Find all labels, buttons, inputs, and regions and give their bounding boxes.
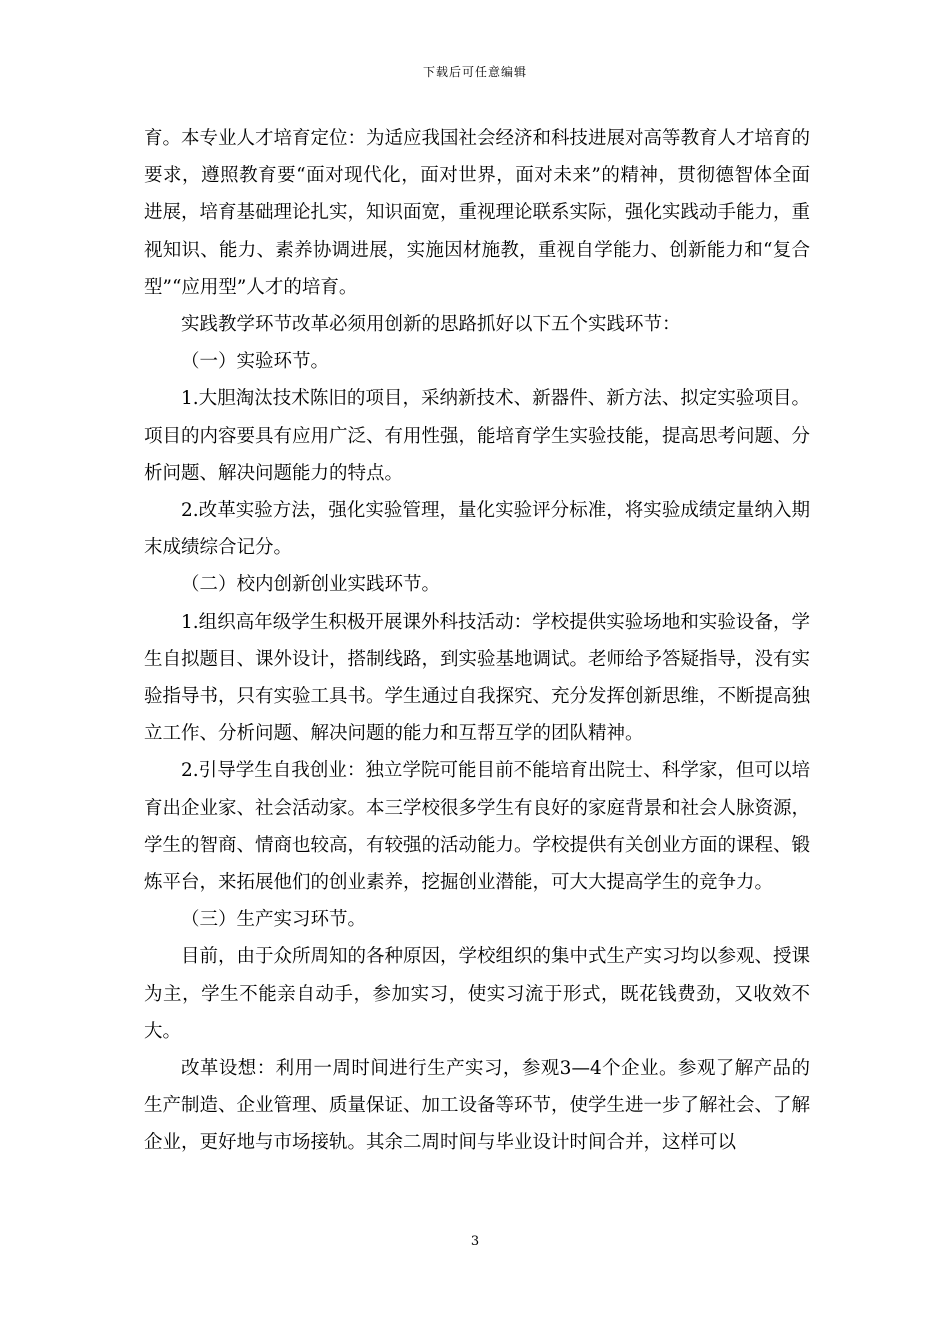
- paragraph-experiment-item-2: 2.改革实验方法，强化实验管理，量化实验评分标准，将实验成绩定量纳入期末成绩综合记分。: [144, 500, 810, 559]
- section-heading-internship: （三）生产实习环节。: [181, 909, 367, 931]
- paragraph-reform-intro: 实践教学环节改革必须用创新的思路抓好以下五个实践环节：: [181, 314, 681, 336]
- page-number: 3: [470, 1234, 480, 1249]
- section-heading-innovation: （二）校内创新创业实践环节。: [181, 574, 441, 596]
- document-body: [144, 120, 810, 1162]
- paragraph-talent-positioning: 育。本专业人才培育定位：为适应我国社会经济和科技进展对高等教育人才培育的要求，遵照教育要“面对现代化，面对世界，面对未来”的精神，贯彻德智体全面进展，培育基础理论扎实，知识面宽，重视理论联系实际，强化实践动手能力，重视知识、能力、素养协调进展，实施因材施教，重视自学能力、创新能力和“复合型”“应用型”人才的培育。: [144, 128, 811, 298]
- paragraph-internship-reform: 改革设想：利用一周时间进行生产实习，参观3—4个企业。参观了解产品的生产制造、企业管理、质量保证、加工设备等环节，使学生进一步了解社会、了解企业，更好地与市场接轨。其余二周时间与毕业设计时间合并，这样可以: [144, 1058, 811, 1154]
- paragraph-innovation-item-1: 1.组织高年级学生积极开展课外科技活动：学校提供实验场地和实验设备，学生自拟题目、课外设计，搭制线路，到实验基地调试。老师给予答疑指导，没有实验指导书，只有实验工具书。学生通过自我探究、充分发挥创新思维，不断提高独立工作、分析问题、解决问题的能力和互帮互学的团队精神。: [144, 611, 811, 745]
- paragraph-internship-status: 目前，由于众所周知的各种原因，学校组织的集中式生产实习均以参观、授课为主，学生不能亲自动手，参加实习，使实习流于形式，既花钱费劲，又收效不大。: [144, 946, 811, 1042]
- page-header: 下载后可任意编辑: [422, 65, 527, 79]
- section-heading-experiment: （一）实验环节。: [181, 351, 330, 373]
- paragraph-experiment-item-1: 1.大胆淘汰技术陈旧的项目，采纳新技术、新器件、新方法、拟定实验项目。项目的内容要具有应用广泛、有用性强，能培育学生实验技能，提高思考问题、分析问题、解决问题能力的特点。: [144, 388, 811, 484]
- paragraph-innovation-item-2: 2.引导学生自我创业：独立学院可能目前不能培育出院士、科学家，但可以培育出企业家、社会活动家。本三学校很多学生有良好的家庭背景和社会人脉资源，学生的智商、情商也较高，有较强的活动能力。学校提供有关创业方面的课程、锻炼平台，来拓展他们的创业素养，挖掘创业潜能，可大大提高学生的竞争力。: [144, 760, 811, 894]
